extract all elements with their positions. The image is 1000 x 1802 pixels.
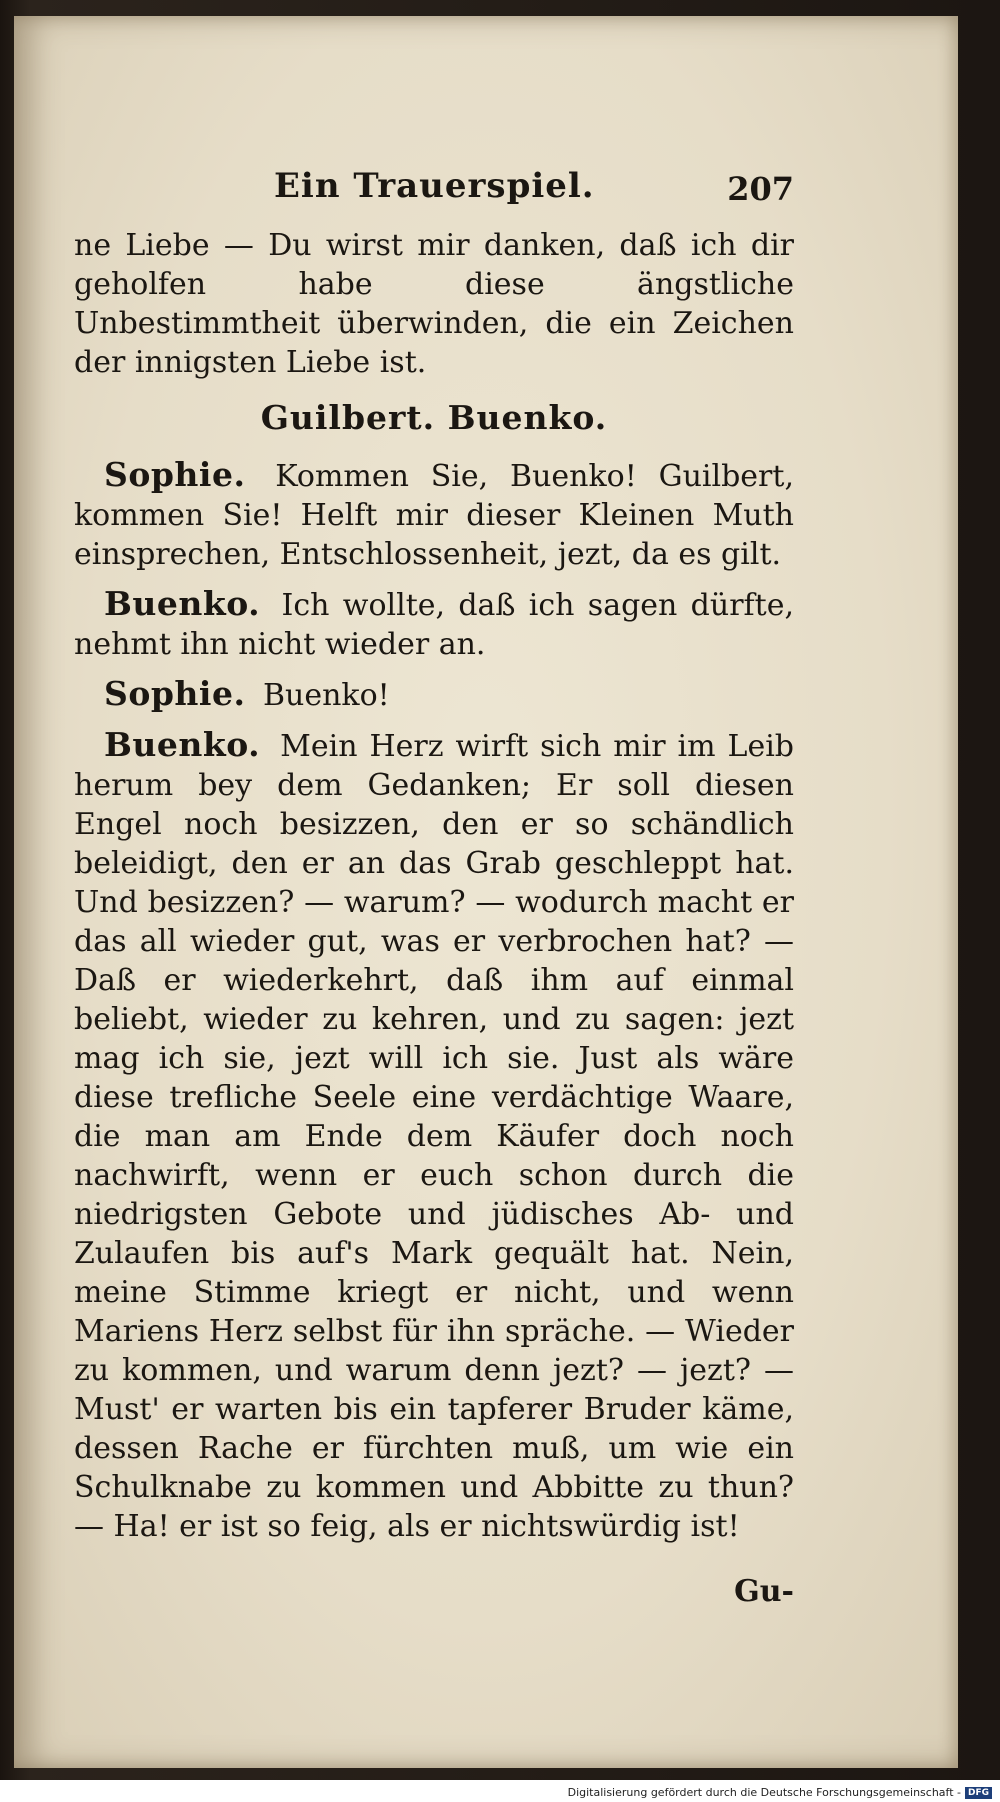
speech-text: Mein Herz wirft sich mir im Leib herum bey dem Gedanken; Er soll diesen Engel noch besizzen, den er so schändlich beleidigt, den er an das Grab geschleppt hat. Und besizzen? — warum? — wodurch macht er das all wieder gut, was er verbrochen hat? — Daß er wiederkehrt, daß ihm auf einmal beliebt, wieder zu kehren, und zu sagen: jezt mag ich sie, jezt will ich sie. Just als wäre diese trefliche Seele eine verdächtige Waare, die man am Ende dem Käufer doch noch nachwirft, wenn er euch schon durch die niedrigsten Gebote und jüdisches Ab- und Zulaufen bis auf's Mark gequält hat. Nein, meine Stimme kriegt er nicht, und wenn Mariens Herz selbst für ihn spräche. — Wieder zu kommen, und warum denn jezt? — jezt? — Must' er warten bis ein tapferer Bruder käme, dessen Rache er fürchten muß, um wie ein Schulknabe zu kommen und Abbitte zu thun? — Ha! er ist so feig, als er nichtswürdig ist! xyxy=(74,729,795,1544)
speech-3 xyxy=(74,674,794,715)
speech-text: Kommen Sie, Buenko! Guilbert, kommen Sie! Helft mir dieser Kleinen Muth einsprechen, Entschlossenheit, jezt, da es gilt. xyxy=(74,459,794,572)
speech-2 xyxy=(74,584,794,664)
book-page xyxy=(14,16,958,1768)
speech-4 xyxy=(74,725,794,1546)
speech-1 xyxy=(74,455,794,574)
speaker-name: Buenko. xyxy=(104,584,261,623)
page-number: 207 xyxy=(727,170,794,208)
continuation-paragraph: ne Liebe — Du wirst mir danken, daß ich dir geholfen habe diese ängstliche Unbestimmtheit überwinden, die ein Zeichen der innigsten Liebe ist. xyxy=(74,228,794,380)
stage-direction: Guilbert. Buenko. xyxy=(260,398,608,437)
speech-text: Ich wollte, daß ich sagen dürfte, nehmt ihn nicht wieder an. xyxy=(74,588,794,662)
running-title: Ein Trauerspiel. xyxy=(274,166,595,206)
page-content xyxy=(74,166,795,1609)
digitization-credit xyxy=(568,1786,992,1799)
running-head xyxy=(74,166,794,226)
speaker-name: Buenko. xyxy=(104,725,261,764)
speaker-name: Sophie. xyxy=(104,455,246,494)
dfg-logo: DFG xyxy=(965,1787,992,1799)
speaker-name: Sophie. xyxy=(104,674,246,713)
catchword: Gu- xyxy=(734,1574,794,1609)
speech-text: Buenko! xyxy=(262,678,390,713)
credit-text: Digitalisierung gefördert durch die Deutsche Forschungsgemeinschaft - xyxy=(567,1786,961,1799)
